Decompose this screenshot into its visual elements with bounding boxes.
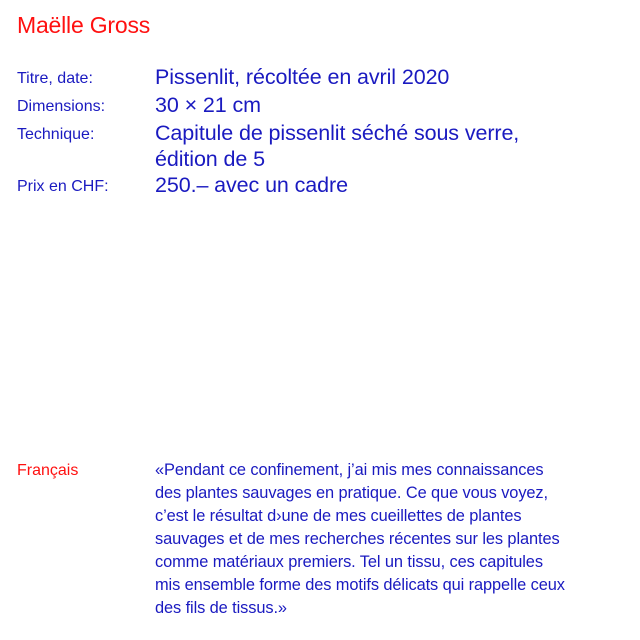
quote-line: c’est le résultat d›une de mes cueillettes de plantes bbox=[155, 507, 522, 525]
detail-value-line: Capitule de pissenlit séché sous verre, bbox=[155, 121, 520, 145]
quote-line: comme matériaux premiers. Tel un tissu, ces capitules bbox=[155, 553, 543, 571]
detail-value-line: Pissenlit, récoltée en avril 2020 bbox=[155, 65, 450, 89]
detail-value-line: édition de 5 bbox=[155, 147, 265, 171]
detail-value-line: 30 × 21 cm bbox=[155, 93, 261, 117]
quote-line: sauvages et de mes recherches récentes sur les plantes bbox=[155, 530, 560, 548]
detail-label: Technique: bbox=[17, 126, 95, 143]
description-block bbox=[17, 459, 627, 620]
detail-value bbox=[155, 172, 348, 200]
language-label: Français bbox=[17, 462, 79, 479]
quote-line: des fils de tissus.» bbox=[155, 599, 287, 617]
quote-line: «Pendant ce confinement, j’ai mis mes connaissances bbox=[155, 461, 544, 479]
detail-row-title bbox=[17, 64, 627, 92]
quote-line: mis ensemble forme des motifs délicats qui rappelle ceux bbox=[155, 576, 565, 594]
detail-label: Titre, date: bbox=[17, 70, 93, 87]
detail-label: Prix en CHF: bbox=[17, 178, 109, 195]
detail-row-dimensions bbox=[17, 92, 627, 120]
quote-line: des plantes sauvages en pratique. Ce que vous voyez, bbox=[155, 484, 548, 502]
artist-quote bbox=[155, 459, 625, 620]
detail-value bbox=[155, 64, 449, 92]
detail-label: Dimensions: bbox=[17, 98, 106, 115]
detail-value bbox=[155, 92, 261, 120]
artwork-details bbox=[17, 64, 627, 200]
artist-name: Maëlle Gross bbox=[17, 12, 151, 38]
detail-value bbox=[155, 120, 519, 172]
detail-row-technique bbox=[17, 120, 627, 172]
detail-value-line: 250.– avec un cadre bbox=[155, 173, 348, 197]
detail-row-price bbox=[17, 172, 627, 200]
